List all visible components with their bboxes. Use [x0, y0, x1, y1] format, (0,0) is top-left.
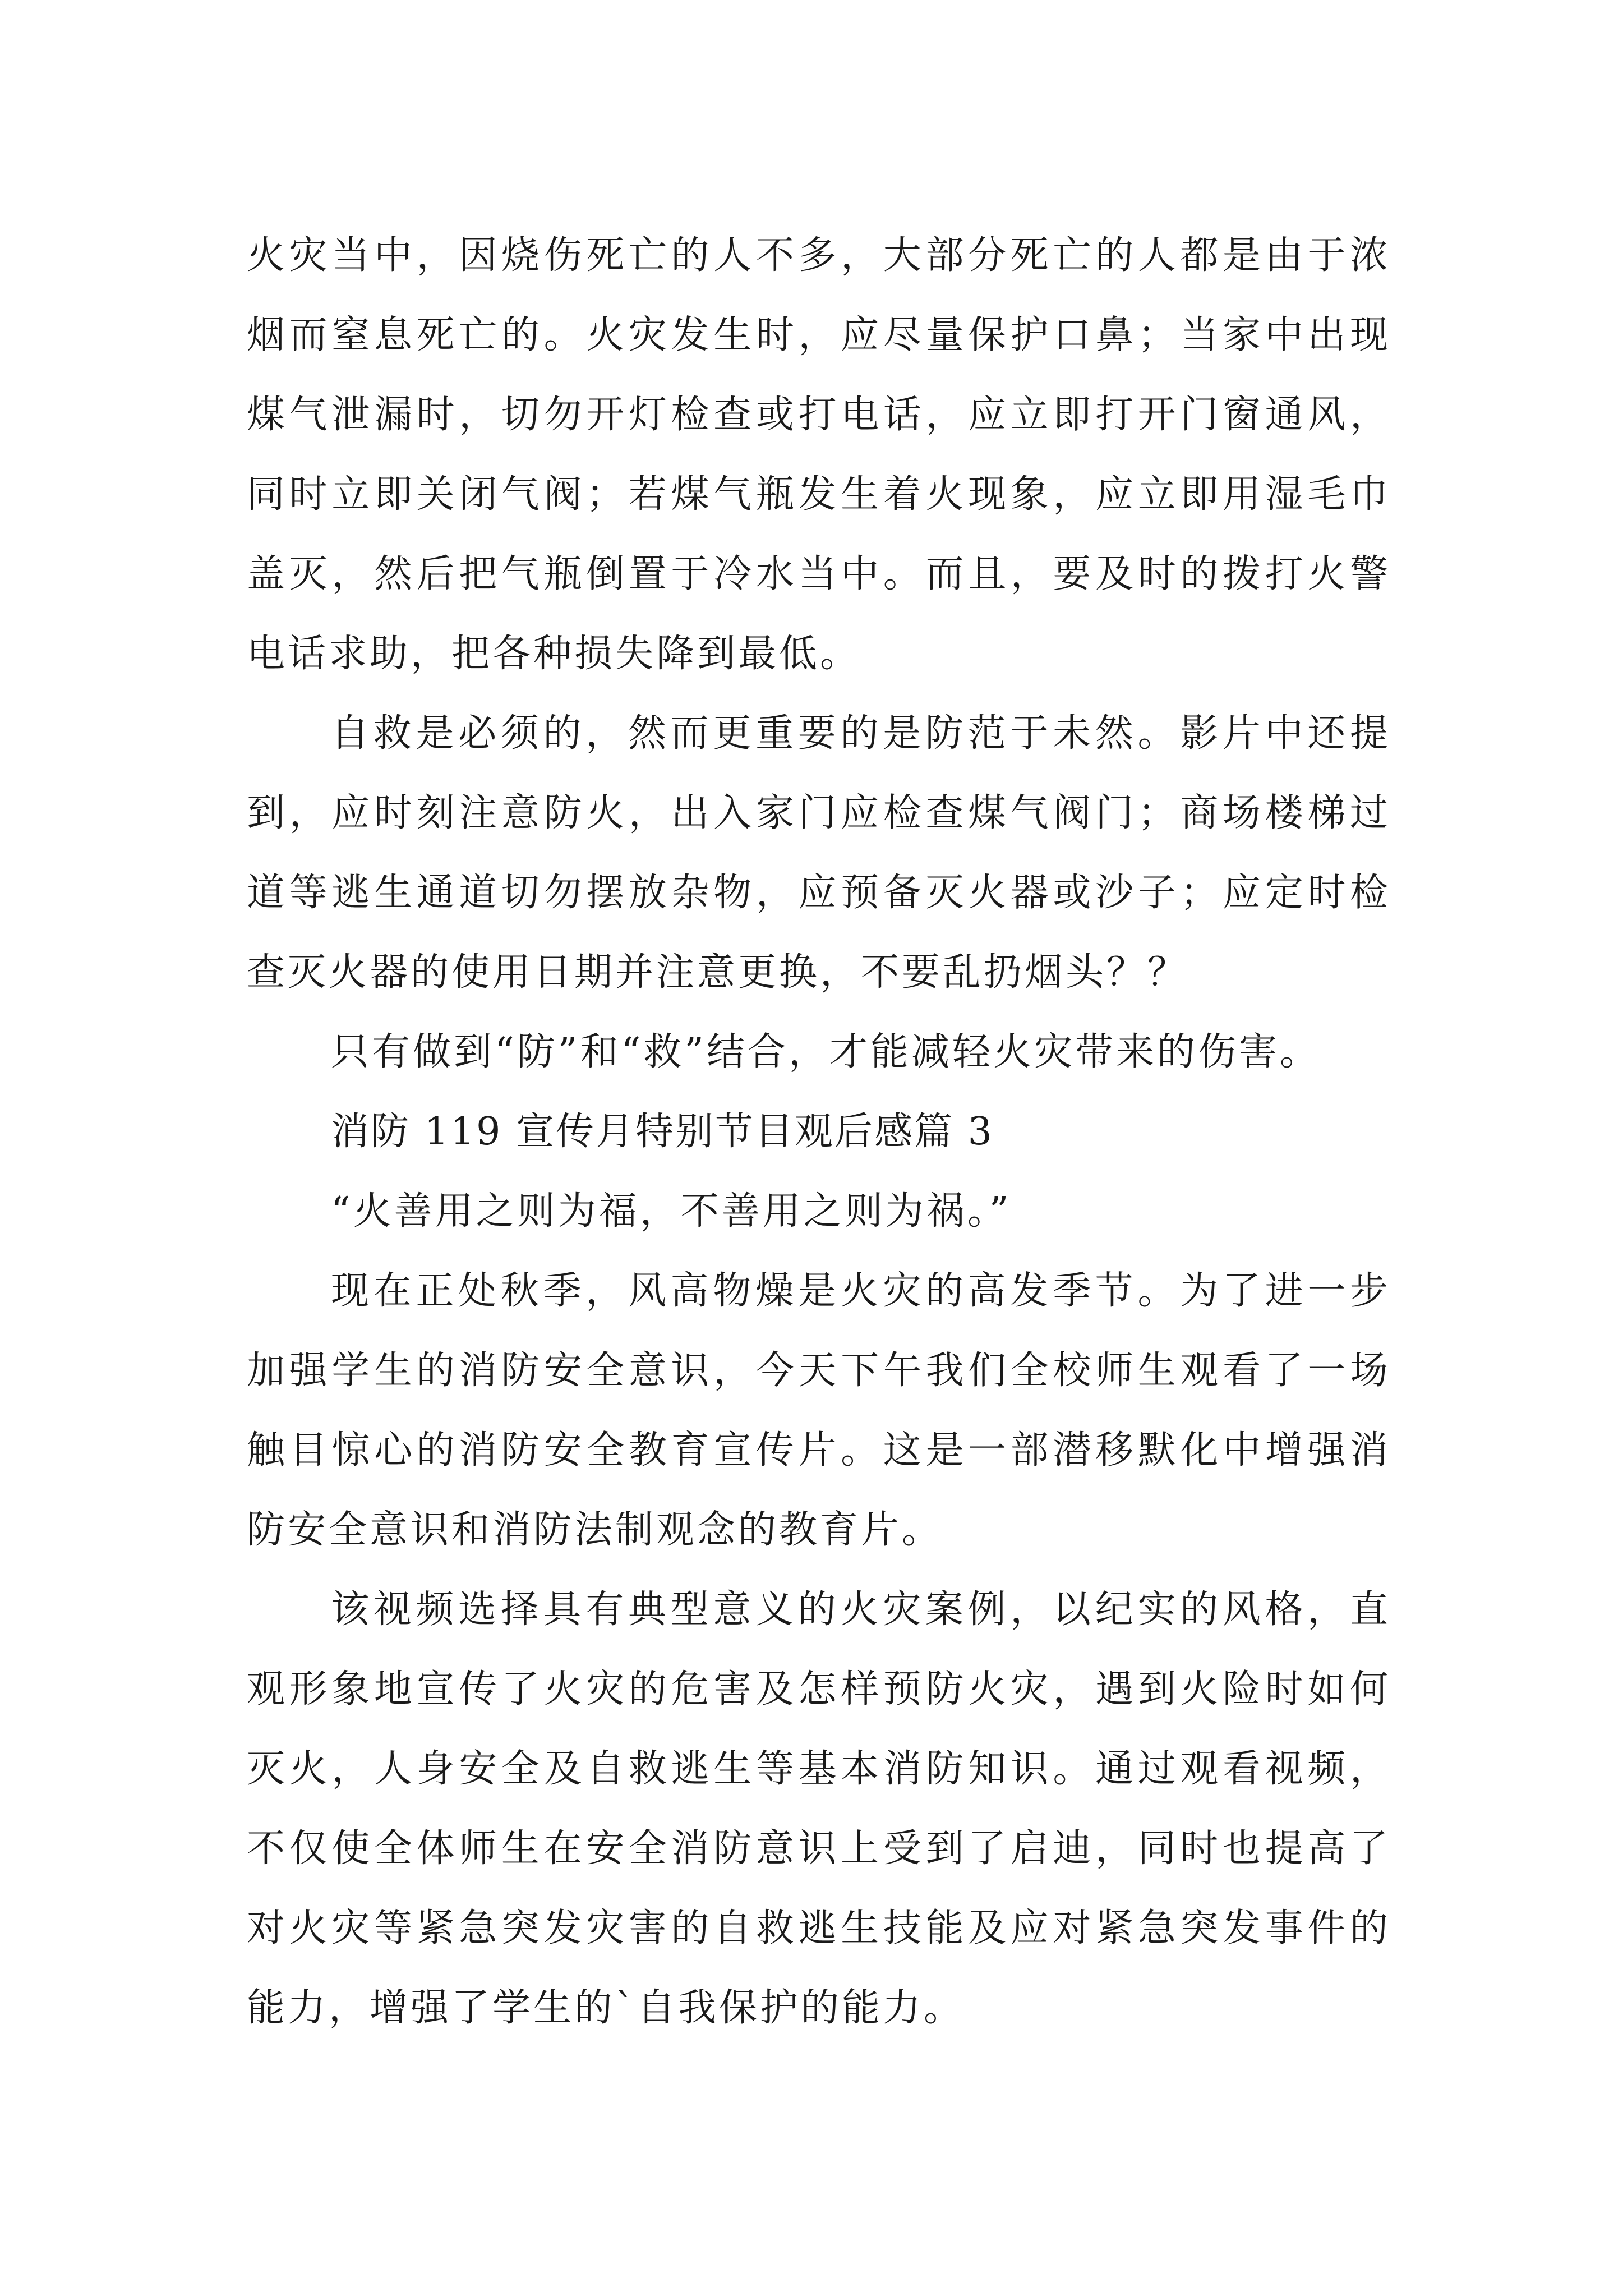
paragraph-autumn-season: 现在正处秋季，风高物燥是火灾的高发季节。为了进一步加强学生的消防安全意识，今天下午我们全校师生观看了一场触目惊心的消防安全教育宣传片。这是一部潜移默化中增强消防安全意识和消防法制观念的教育片。 [247, 1269, 1391, 1552]
paragraph-prevent-and-rescue: 只有做到“防”和“救”结合，才能减轻火灾带来的伤害。 [331, 1030, 1321, 1074]
paragraph-video-summary: 该视频选择具有典型意义的火灾案例，以纪实的风格，直观形象地宣传了火灾的危害及怎样预防火灾，遇到火险时如何灭火，人身安全及自救逃生等基本消防知识。通过观看视频，不仅使全体师生在安全消防意识上受到了启迪，同时也提高了对火灾等紧急突发灾害的自救逃生技能及应对紧急突发事件的能力，增强了学生的`自我保护的能力。 [247, 1588, 1391, 2030]
quote-line: “火善用之则为福，不善用之则为祸。” [331, 1189, 1012, 1234]
section-heading: 消防 119 宣传月特别节目观后感篇 3 [331, 1110, 994, 1154]
paragraph-fire-deaths: 火灾当中，因烧伤死亡的人不多，大部分死亡的人都是由于浓烟而窒息死亡的。火灾发生时，应尽量保护口鼻；当家中出现煤气泄漏时，切勿开灯检查或打电话，应立即打开门窗通风，同时立即关闭气阀；若煤气瓶发生着火现象，应立即用湿毛巾盖灭，然后把气瓶倒置于冷水当中。而且，要及时的拨打火警电话求助，把各种损失降到最低。 [247, 233, 1391, 676]
body-text [247, 216, 1391, 2048]
paragraph-prevention: 自救是必须的，然而更重要的是防范于未然。影片中还提到，应时刻注意防火，出入家门应检查煤气阀门；商场楼梯过道等逃生通道切勿摆放杂物，应预备灭火器或沙子；应定时检查灭火器的使用日期并注意更换，不要乱扔烟头？？ [247, 711, 1391, 995]
